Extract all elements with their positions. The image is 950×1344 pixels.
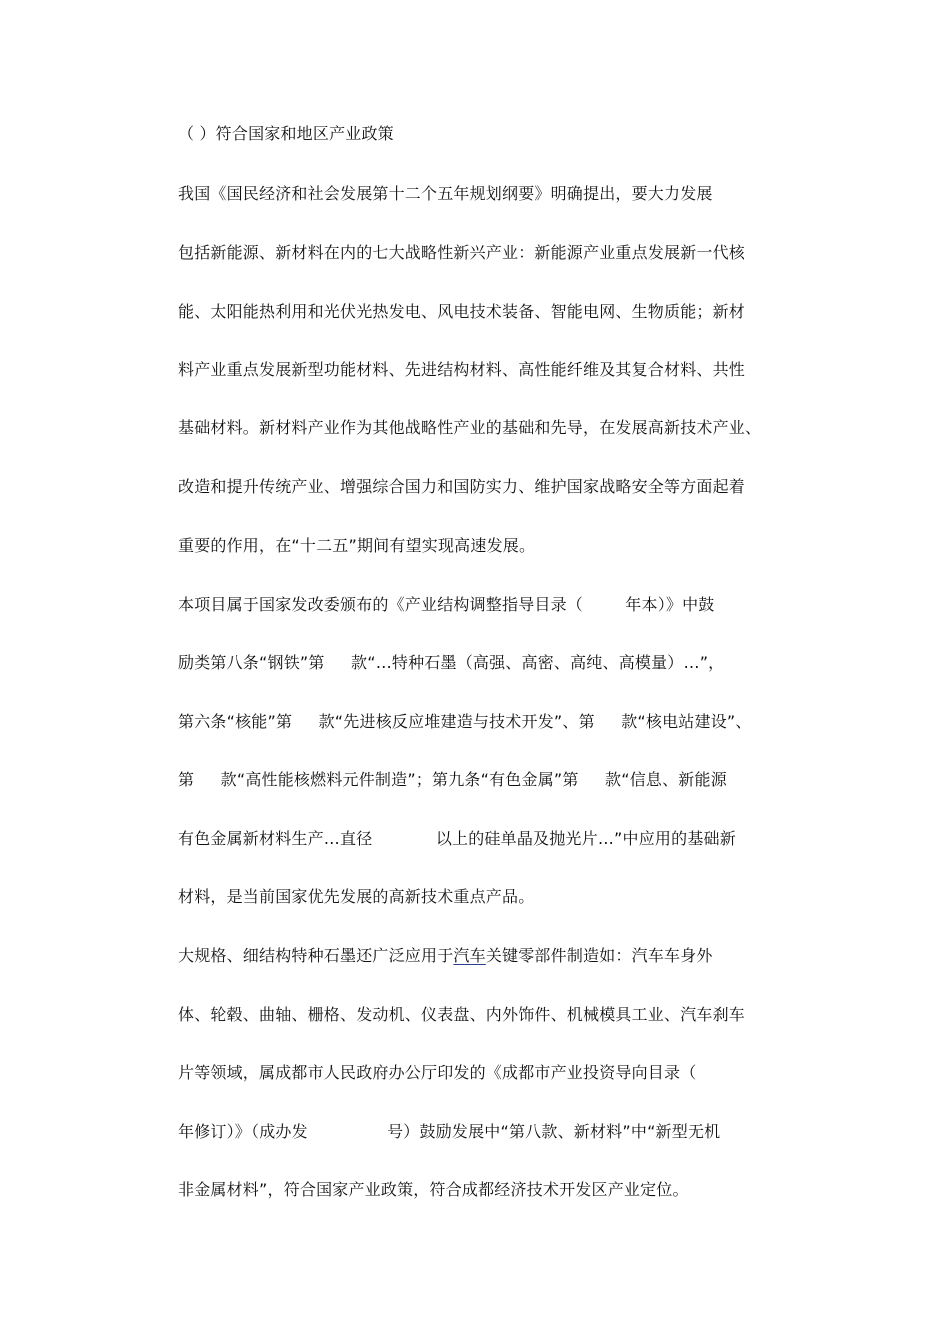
paragraph-1-line-7: 重要的作用，在“十二五”期间有望实现高速发展。 [178, 536, 536, 555]
paragraph-2-line-1: 本项目属于国家发改委颁布的《产业结构调整指导目录（ 年本）》中鼓 [178, 595, 715, 614]
paragraph-1-line-1: 我国《国民经济和社会发展第十二个五年规划纲要》明确提出，要大力发展 [178, 184, 713, 203]
paragraph-2-line-5: 有色金属新材料生产…直径 以上的硅单晶及抛光片…”中应用的基础新 [178, 829, 736, 848]
paragraph-2-line-3: 第六条“核能”第 款“先进核反应堆建造与技术开发”、第 款“核电站建设”、 [178, 712, 752, 731]
paragraph-1-line-5: 基础材料。新材料产业作为其他战略性产业的基础和先导，在发展高新技术产业、 [178, 418, 762, 437]
car-link[interactable]: 汽车 [453, 946, 486, 965]
paragraph-3-line-4: 年修订）》（成办发 号）鼓励发展中“第八款、新材料”中“新型无机 [178, 1122, 721, 1141]
paragraph-3-line-5: 非金属材料”，符合国家产业政策，符合成都经济技术开发区产业定位。 [178, 1180, 689, 1199]
paragraph-1-line-2: 包括新能源、新材料在内的七大战略性新兴产业：新能源产业重点发展新一代核 [178, 243, 746, 262]
paragraph-3-line-2: 体、轮毂、曲轴、栅格、发动机、仪表盘、内外饰件、机械模具工业、汽车刹车 [178, 1005, 746, 1024]
paragraph-2-line-4: 第 款“高性能核燃料元件制造”；第九条“有色金属”第 款“信息、新能源 [178, 770, 727, 789]
paragraph-3-line-1-end: 关键零部件制造如：汽车车身外 [485, 946, 713, 965]
paragraph-1-line-3: 能、太阳能热利用和光伏光热发电、风电技术装备、智能电网、生物质能；新材 [178, 302, 746, 321]
paragraph-3-line-3: 片等领域，属成都市人民政府办公厅印发的《成都市产业投资导向目录（ [178, 1063, 697, 1082]
paragraph-3-line-1-start: 大规格、细结构特种石墨还广泛应用于 [178, 946, 454, 965]
paragraph-1-line-6: 改造和提升传统产业、增强综合国力和国防实力、维护国家战略安全等方面起着 [178, 477, 746, 496]
paragraph-1-line-4: 料产业重点发展新型功能材料、先进结构材料、高性能纤维及其复合材料、共性 [178, 360, 746, 379]
paragraph-2-line-2: 励类第八条“钢铁”第 款“…特种石墨（高强、高密、高纯、高模量）…”， [178, 653, 725, 672]
paragraph-3-line-1 [178, 946, 713, 966]
paragraph-2-line-6: 材料，是当前国家优先发展的高新技术重点产品。 [178, 887, 535, 906]
section-heading: （ ）符合国家和地区产业政策 [178, 124, 394, 143]
